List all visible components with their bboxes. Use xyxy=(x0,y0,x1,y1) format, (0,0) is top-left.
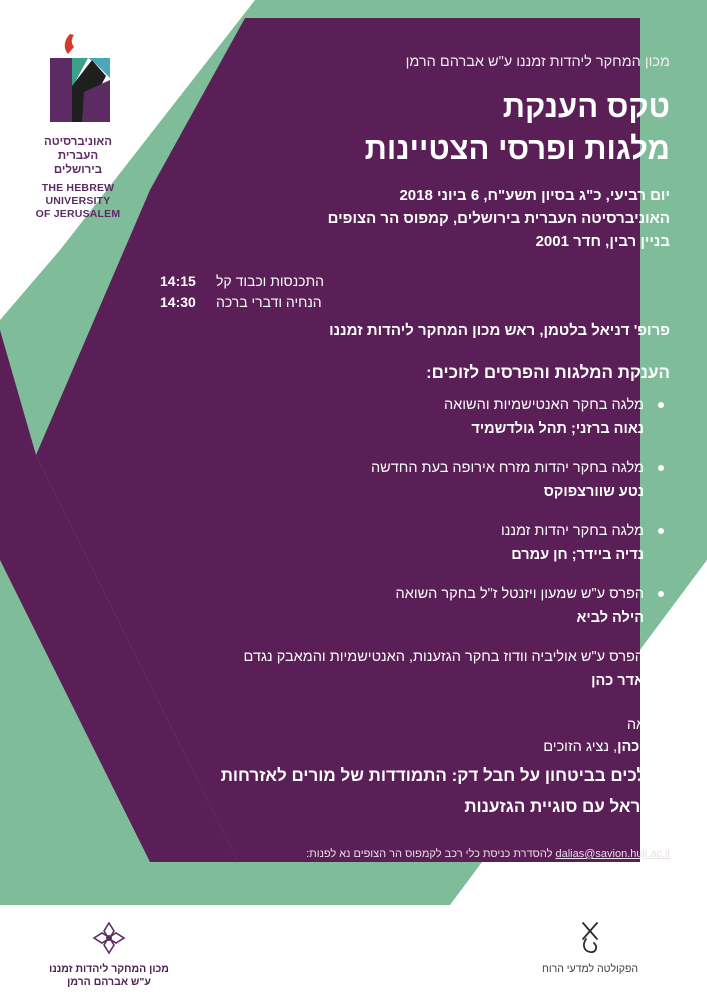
university-emblem-icon xyxy=(26,30,130,126)
award-name: הפרס ע"ש אוליביה וודוז בחקר הגזענות, האנטישמיות והמאבק נגדם xyxy=(243,649,644,665)
host-name: פרופ' דניאל בלטמן, ראש מכון המחקר ליהדות זמננו xyxy=(329,322,670,339)
lecture-speaker-name: אדר כהן xyxy=(617,739,670,755)
university-logo-hebrew xyxy=(18,135,138,177)
bullet-icon xyxy=(658,654,664,660)
award-winners: אדר כהן xyxy=(591,673,644,689)
institute-name: מכון המחקר ליהדות זמננו ע"ש אברהם הרמן xyxy=(405,54,670,70)
hebrew-university-logo xyxy=(18,30,138,221)
faculty-logo xyxy=(505,917,675,976)
award-name: מלגה בחקר יהדות מזרח אירופה בעת החדשה xyxy=(370,460,644,476)
agenda-item-text: הנחיה ודברי ברכה xyxy=(216,294,322,310)
bullet-icon xyxy=(658,402,664,408)
faculty-logo-glyph xyxy=(505,917,675,959)
lecture-title-line-2: בישראל עם סוגיית הגזענות xyxy=(464,797,670,816)
agenda-row xyxy=(160,292,670,313)
parking-note-text: להסדרת כניסת כלי רכב לקמפוס הר הצופים נא לפנות: xyxy=(306,848,553,860)
lecture-label: הרצאה xyxy=(626,717,670,733)
lecture-title-line-1: מהלכים בביטחון על חבל דק: התמודדות של מורים לאזרחות xyxy=(220,766,670,785)
lecture-section xyxy=(150,715,670,820)
lecture-speaker-role: , נציג הזוכים xyxy=(543,739,618,755)
lecture-speaker xyxy=(160,736,670,758)
award-name: מלגה בחקר האנטישמיות והשואה xyxy=(443,397,644,413)
institute-logo-caption xyxy=(24,963,194,989)
agenda-item-time: 14:15 xyxy=(160,273,196,289)
page-title-line-1: טקס הענקת xyxy=(502,89,670,124)
agenda-row xyxy=(160,271,670,292)
bullet-icon xyxy=(658,528,664,534)
award-name: מלגה בחקר יהדות זמננו xyxy=(500,523,644,539)
poster-content xyxy=(150,52,670,862)
award-winners: נאוה ברזני; תהל גולדשמיד xyxy=(471,421,644,437)
faculty-logo-caption: הפקולטה למדעי הרוח xyxy=(541,963,638,975)
footer-logos xyxy=(0,905,707,1000)
list-item xyxy=(160,395,670,441)
page-title-line-2: מלגות ופרסי הצטיינות xyxy=(364,131,670,166)
award-winners: נטע שוורצפוקס xyxy=(543,484,644,500)
event-details xyxy=(150,184,670,253)
uni-heb-line-1: האוניברסיטה xyxy=(43,136,113,148)
university-logo-english xyxy=(18,182,138,221)
agenda-list xyxy=(150,271,670,313)
agenda-item-time: 14:30 xyxy=(160,294,196,310)
awards-heading: הענקת המלגות והפרסים לזוכים: xyxy=(425,363,670,382)
agenda-item-text: התכנסות וכבוד קל xyxy=(216,273,325,289)
institute-caption-line-1: מכון המחקר ליהדות זמננו xyxy=(49,963,169,975)
list-item xyxy=(160,647,670,693)
list-item xyxy=(160,584,670,630)
list-item xyxy=(160,521,670,567)
contact-email-link[interactable]: dalias@savion.huji.ac.il xyxy=(555,848,670,860)
award-winners: הילה לביא xyxy=(576,610,644,626)
star-flower-icon xyxy=(88,917,130,959)
uni-eng-line-3: OF JERUSALEM xyxy=(35,208,121,220)
award-winners: נדיה ביידר; חן עמרם xyxy=(511,547,644,563)
bullet-icon xyxy=(658,591,664,597)
event-room: בניין רבין, חדר 2001 xyxy=(535,233,670,250)
humanities-mark-icon xyxy=(569,917,611,959)
institute-caption-line-2: ע"ש אברהם הרמן xyxy=(67,976,151,988)
parking-note xyxy=(150,846,670,862)
award-name: הפרס ע"ש שמעון ויזנטל ז"ל בחקר השואה xyxy=(395,586,644,602)
uni-eng-line-1: THE HEBREW xyxy=(41,182,115,194)
awards-list xyxy=(150,395,670,693)
uni-eng-line-2: UNIVERSITY xyxy=(45,195,111,207)
bullet-icon xyxy=(658,465,664,471)
event-date: יום רביעי, כ"ג בסיון תשע"ח, 6 ביוני 2018 xyxy=(399,187,670,204)
event-venue: האוניברסיטה העברית בירושלים, קמפוס הר הצופים xyxy=(327,210,670,227)
uni-heb-line-3: בירושלים xyxy=(53,164,103,176)
institute-logo-glyph xyxy=(24,917,194,959)
list-item xyxy=(160,458,670,504)
uni-heb-line-2: העברית xyxy=(57,150,99,162)
institute-logo xyxy=(24,917,194,989)
